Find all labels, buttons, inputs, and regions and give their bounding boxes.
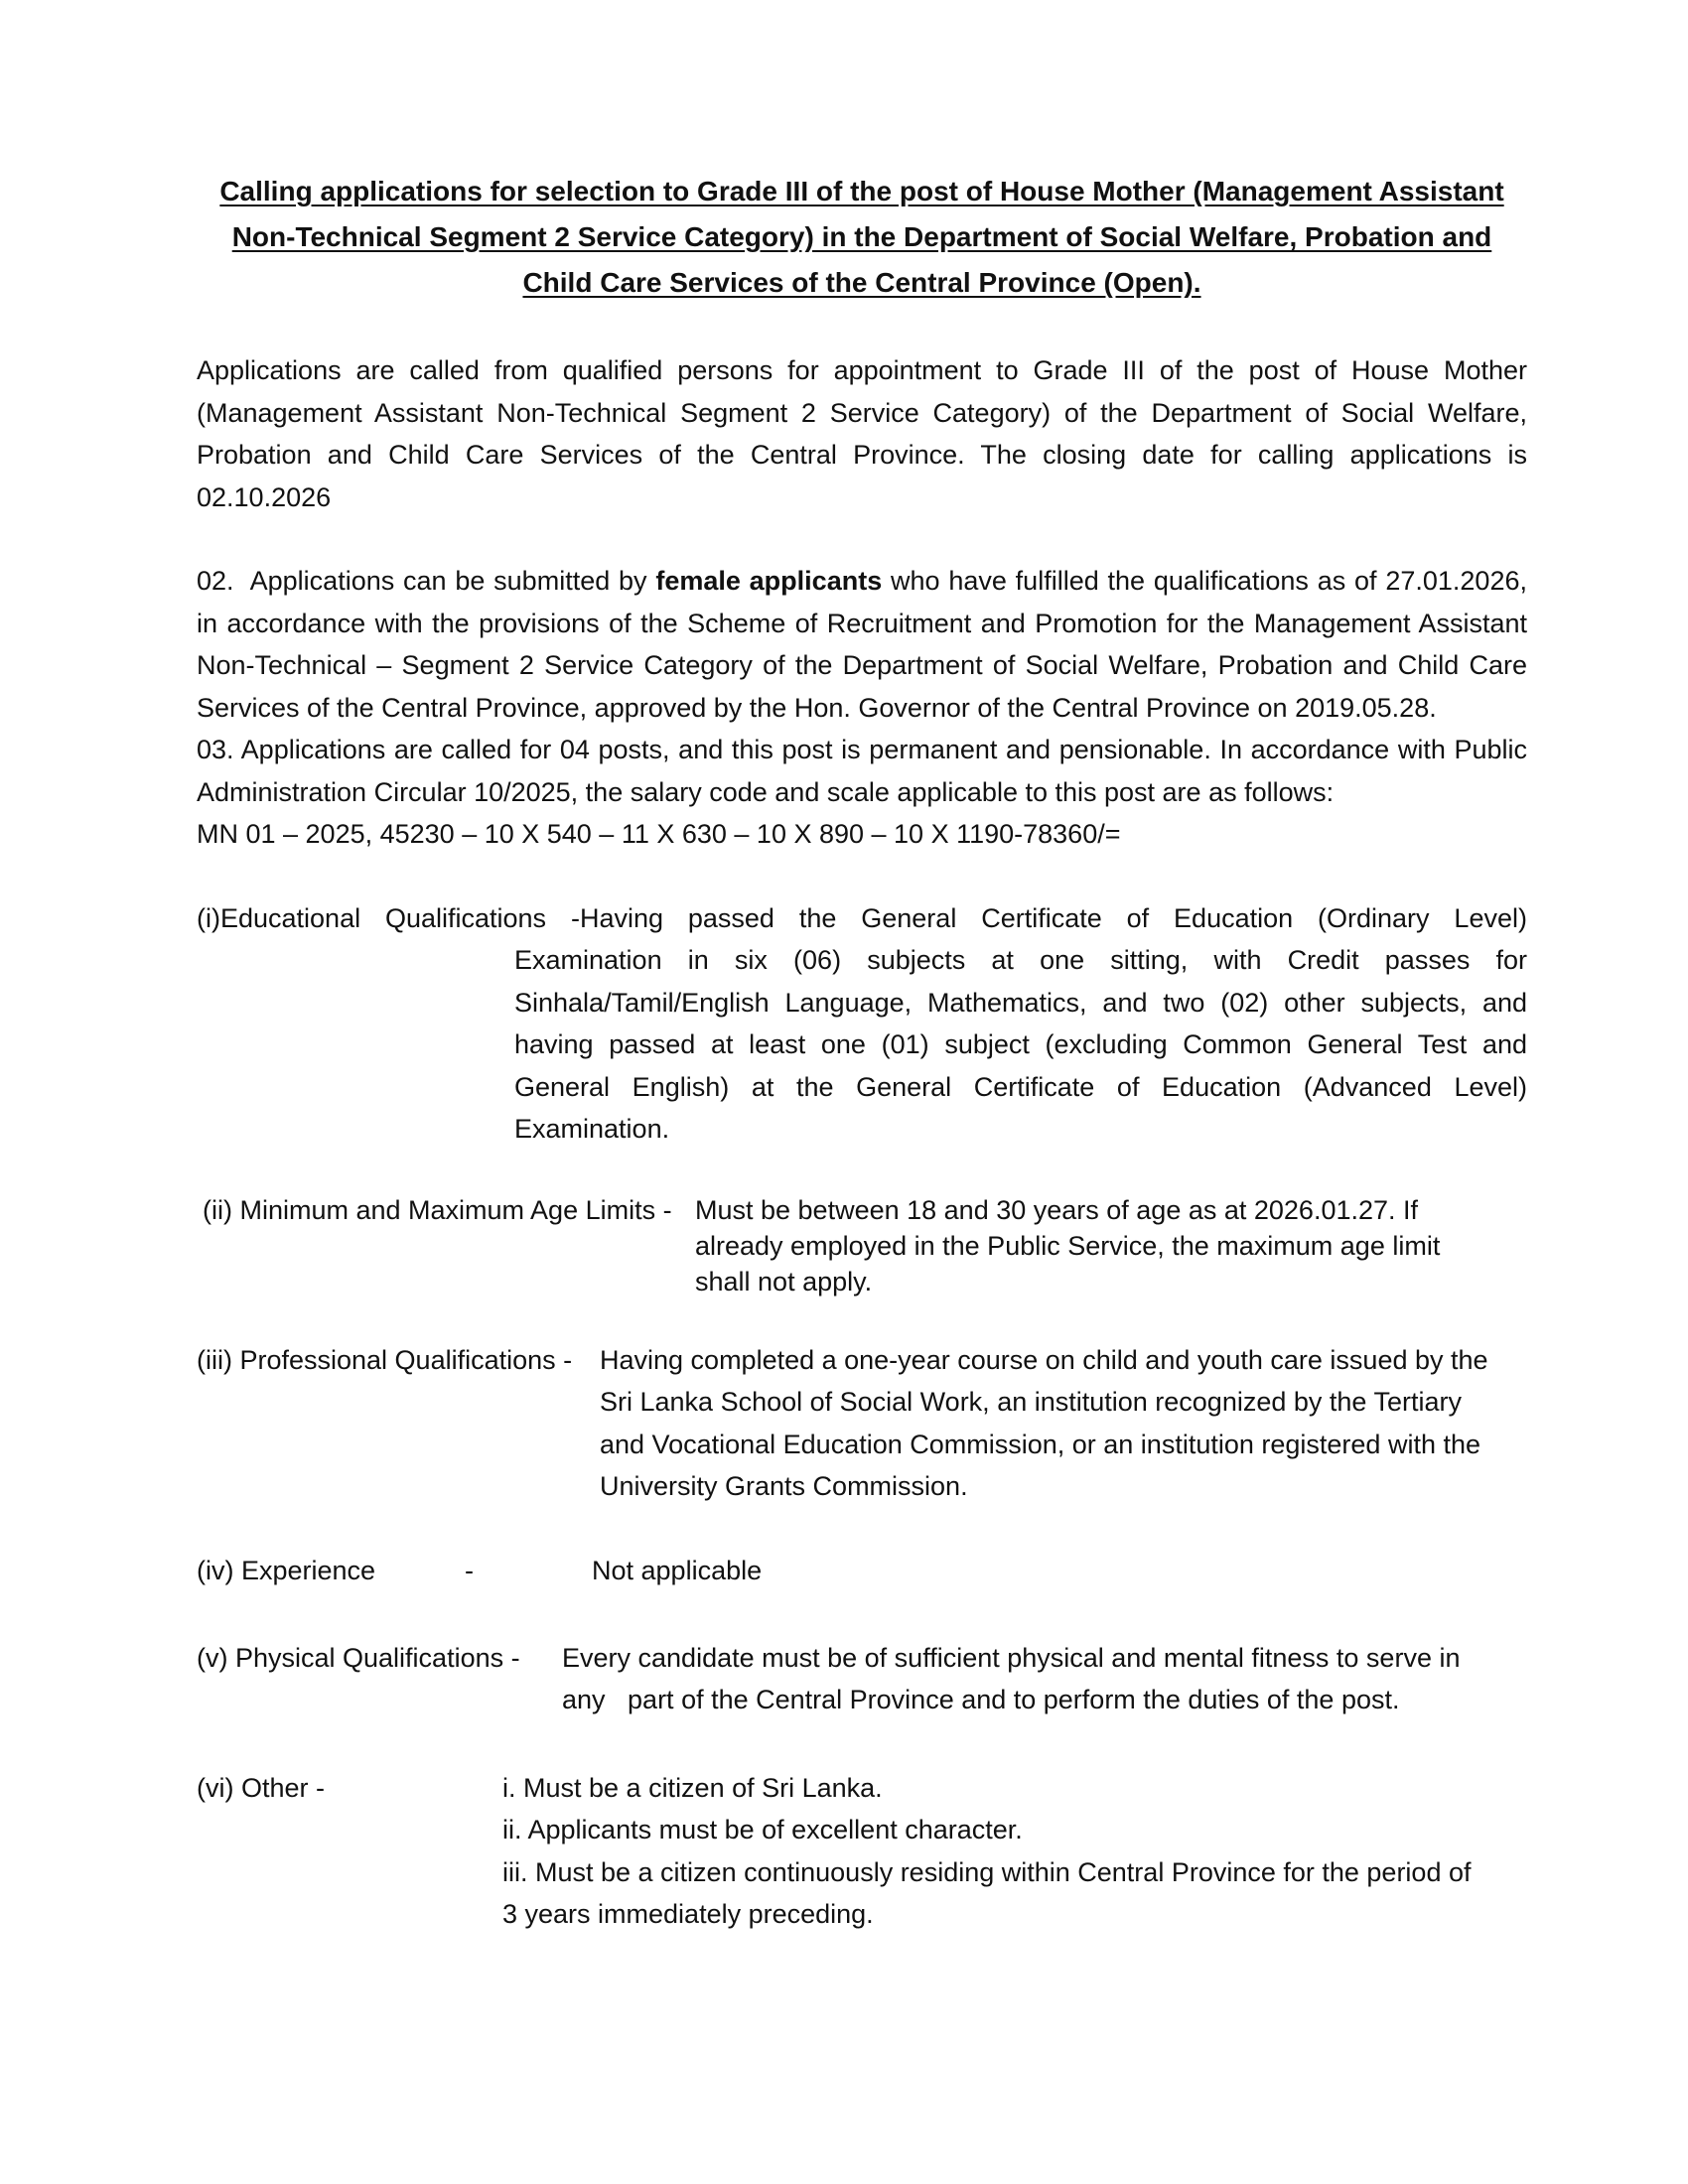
professional-label: (iii) Professional Qualifications - [197, 1344, 573, 1375]
section-03-paragraph: 03. Applications are called for 04 posts, and this post is permanent and pensionable. In accordance with Public Administration Circular 10/2025, the salary code and scale applicable to this post are as follows: [197, 735, 1527, 807]
title-line-1: Calling applications for selection to Grade III of the post of House Mother (Management Assistant [219, 176, 1504, 206]
educational-first-line: -Having passed the General Certificate of Education (Ordinary Level) [570, 902, 1527, 933]
physical-line-2: any part of the Central Province and to perform the duties of the post. [562, 1685, 1400, 1714]
other-line-2: ii. Applicants must be of excellent character. [502, 1815, 1023, 1844]
other-line-4: 3 years immediately preceding. [502, 1899, 874, 1929]
physical-label: (v) Physical Qualifications - [197, 1642, 520, 1673]
intro-paragraph: Applications are called from qualified persons for appointment to Grade III of the post of House Mother (Management Assistant Non-Technical Segment 2 Service Category) of the Department of Social Welfare, Probation and Child Care Services of the Central Province. The closing date for calling applications is 02.10.2026 [197, 355, 1527, 512]
experience-label: (iv) Experience [197, 1555, 376, 1585]
section-02-rest: who have fulfilled the qualifications as of 27.01.2026, in accordance with the provisions of the Scheme of Recruitment and Promotion for the Management Assistant Non-Technical – Segment 2 Service Category of the Department of Social Welfare, Probation and Child Care Services of the Central Province, approved by the Hon. Governor of the Central Province on 2019.05.28. [197, 566, 1527, 723]
notice-title [197, 169, 1527, 306]
age-limits [197, 1192, 1527, 1299]
title-line-3: Child Care Services of the Central Province (Open). [522, 267, 1201, 298]
educational-body: Examination in six (06) subjects at one sitting, with Credit passes for Sinhala/Tamil/English Language, Mathematics, and two (02) other subjects, and having passed at least one (01) subject (excluding Common General Test and General English) at the General Certificate of Education (Advanced Level) Examination. [514, 945, 1527, 1144]
other-label: (vi) Other - [197, 1772, 326, 1803]
professional-line-1: Having completed a one-year course on child and youth care issued by the [600, 1344, 1488, 1375]
age-line-2: already employed in the Public Service, the maximum age limit [695, 1230, 1441, 1261]
salary-scale: MN 01 – 2025, 45230 – 10 X 540 – 11 X 630 – 10 X 890 – 10 X 1190-78360/= [197, 819, 1121, 849]
experience-dash: - [465, 1555, 474, 1585]
educational-qualifications [197, 897, 1527, 1151]
educational-label: (i)Educational Qualifications [197, 902, 547, 933]
professional-line-2: Sri Lanka School of Social Work, an institution recognized by the Tertiary [600, 1387, 1462, 1417]
physical-line-1: Every candidate must be of sufficient physical and mental fitness to serve in [562, 1642, 1461, 1673]
professional-line-4: University Grants Commission. [600, 1471, 968, 1501]
title-line-2: Non-Technical Segment 2 Service Category) in the Department of Social Welfare, Probation and [231, 221, 1492, 252]
age-line-1: Must be between 18 and 30 years of age as at 2026.01.27. If [695, 1194, 1419, 1225]
section-02-lead: Applications can be submitted by [249, 566, 647, 596]
other-line-3: iii. Must be a citizen continuously residing within Central Province for the period of [502, 1856, 1472, 1887]
section-02-emphasis: female applicants [655, 566, 883, 596]
other-requirements [197, 1767, 1527, 1936]
age-label: (ii) Minimum and Maximum Age Limits - [203, 1194, 672, 1225]
section-02-paragraph [197, 560, 1527, 729]
age-line-3: shall not apply. [695, 1266, 873, 1297]
professional-line-3: and Vocational Education Commission, or an institution registered with the [600, 1429, 1480, 1459]
experience-value: Not applicable [592, 1555, 763, 1585]
experience [197, 1550, 1527, 1591]
other-line-1: i. Must be a citizen of Sri Lanka. [502, 1772, 883, 1803]
professional-qualifications [197, 1339, 1527, 1508]
physical-qualifications [197, 1637, 1527, 1721]
notice-document [197, 169, 1527, 1936]
section-02-number: 02. [197, 566, 234, 596]
